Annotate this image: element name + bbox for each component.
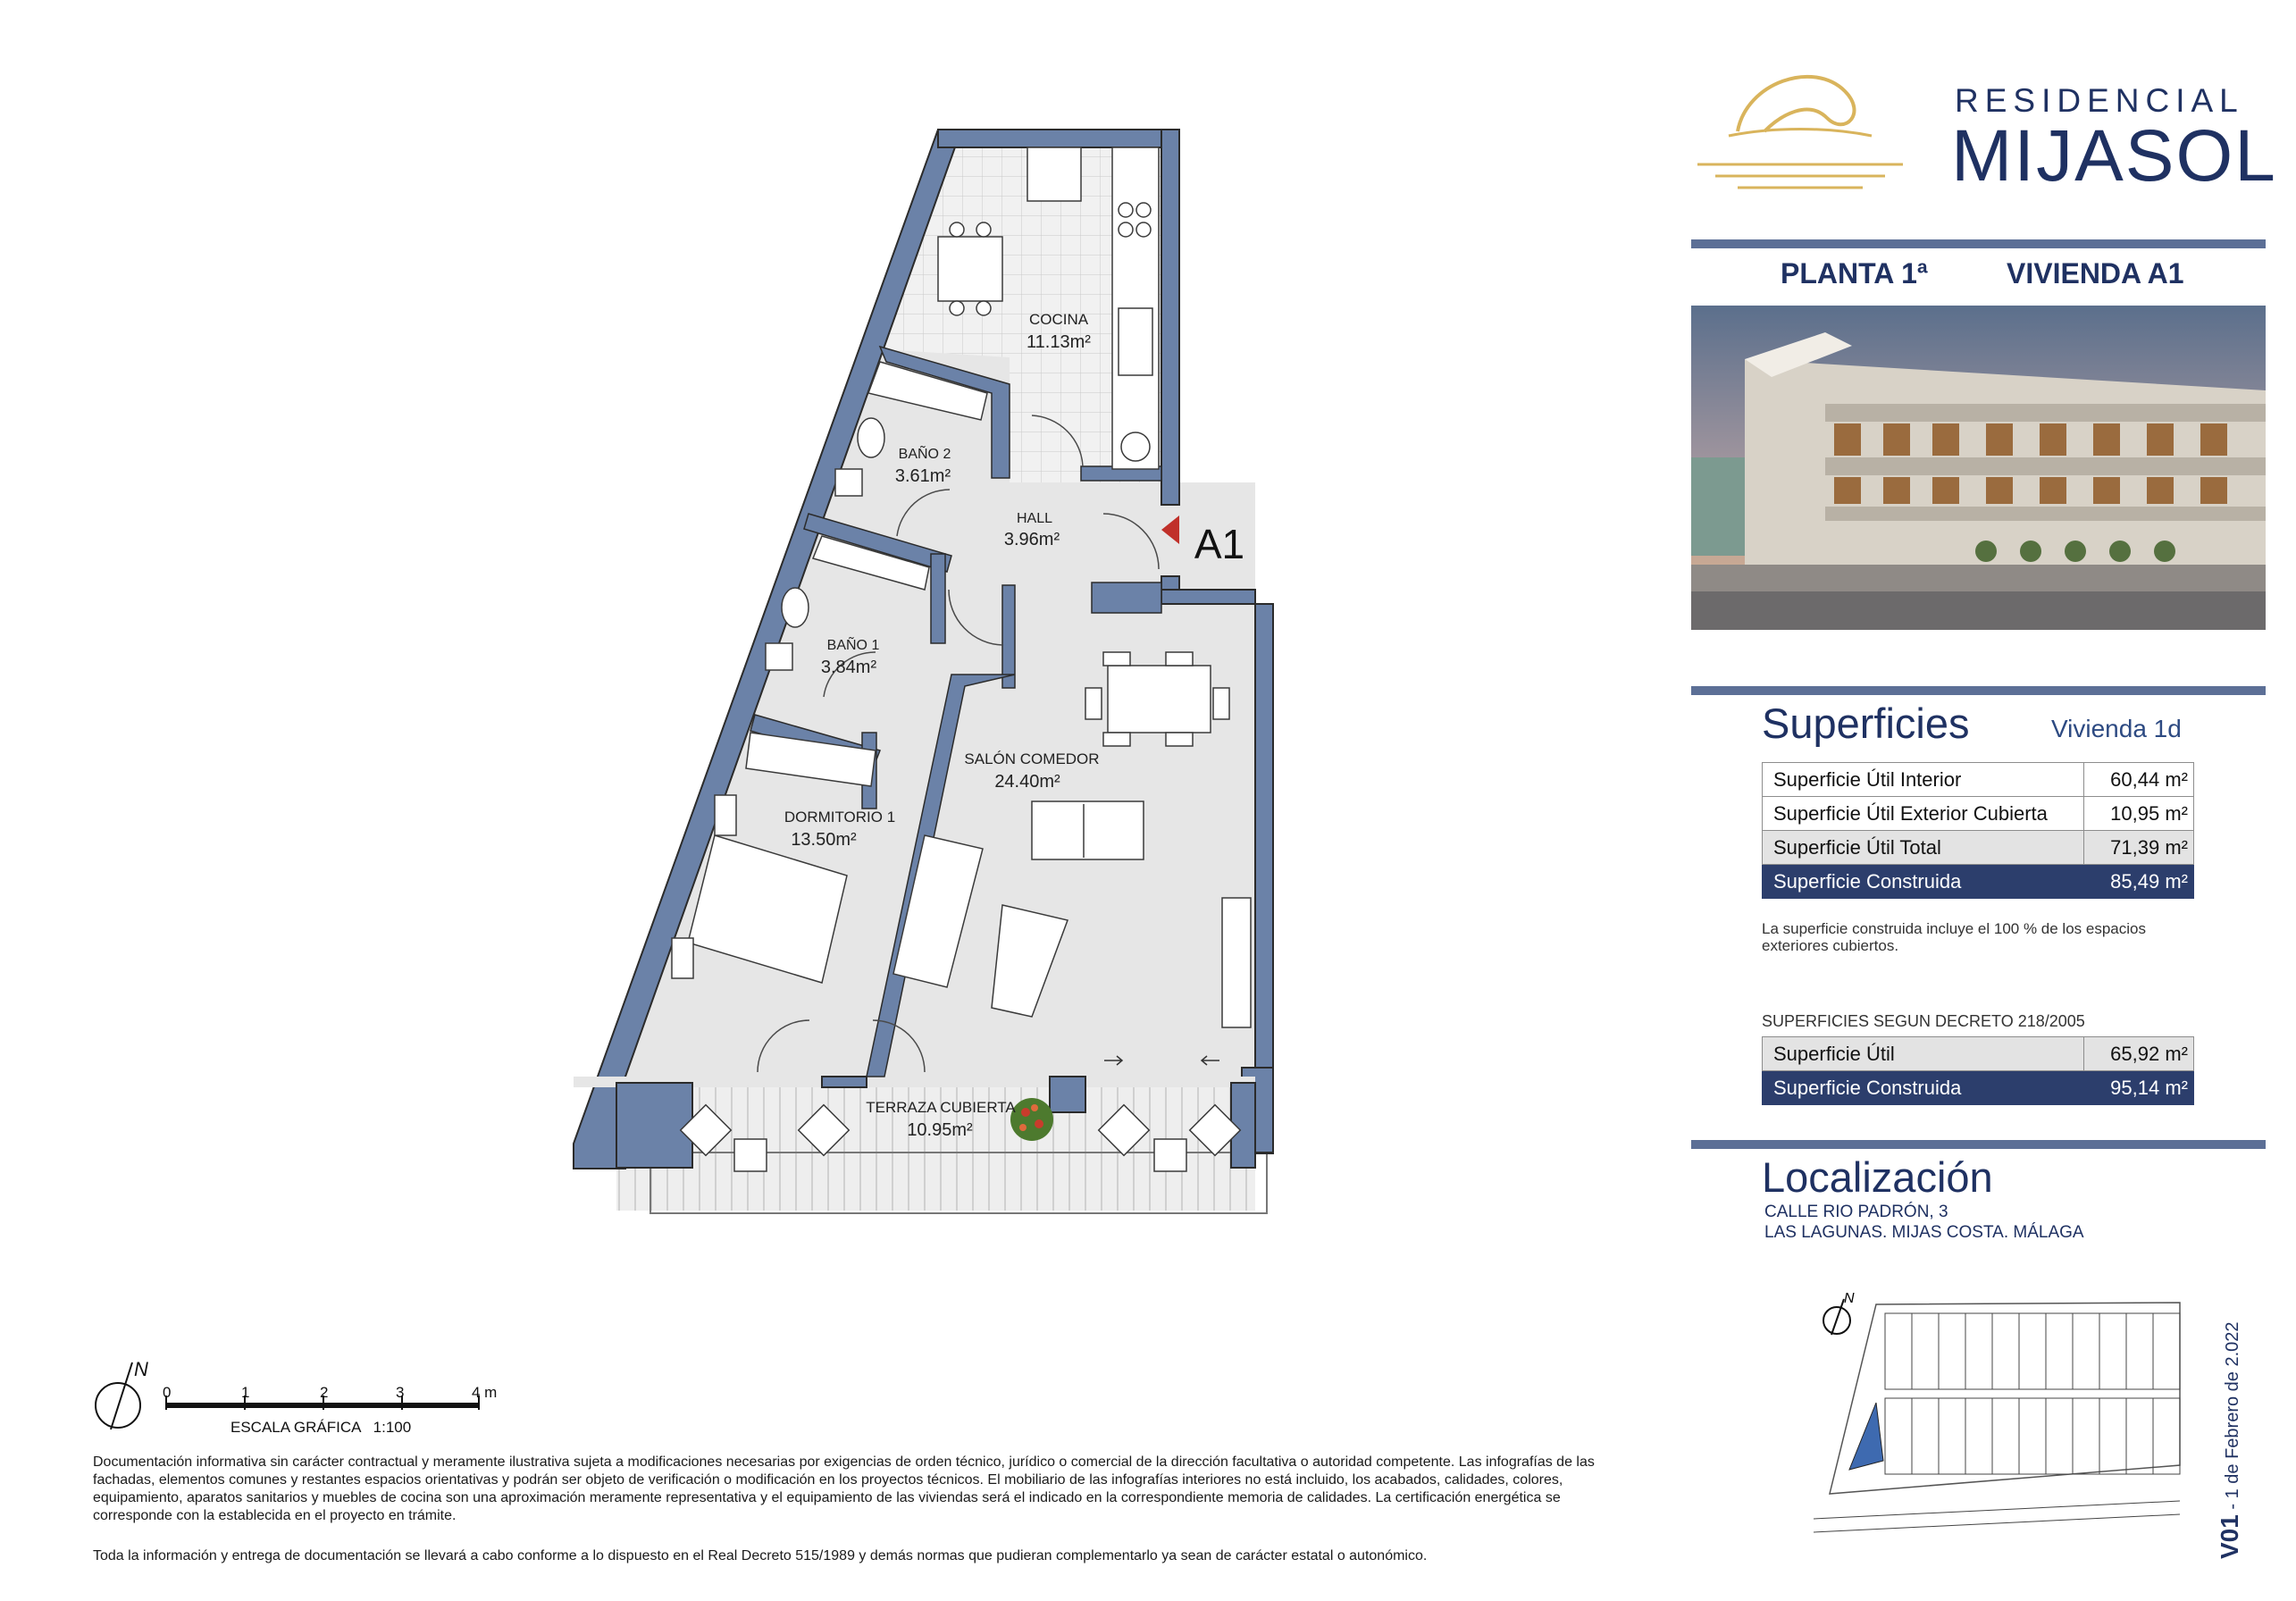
floor-title: PLANTA 1ª	[1781, 257, 1928, 289]
brand-line2: MIJASOL	[1951, 115, 2277, 197]
row-value: 65,92 m²	[2084, 1037, 2194, 1071]
room-area-hall: 3.96m²	[1003, 530, 1060, 549]
superficies-subtitle: Vivienda 1d	[2051, 715, 2182, 742]
address-line1: CALLE RIO PADRÓN, 3	[1764, 1203, 1948, 1221]
scale-tick-1: 1	[241, 1384, 250, 1401]
row-label: Superficie Construida	[1763, 865, 2084, 899]
brand-logo-icon	[1693, 64, 1907, 198]
room-name-salon: SALÓN COMEDOR	[964, 750, 1100, 767]
table-row	[1763, 763, 2194, 797]
row-value: 10,95 m²	[2084, 797, 2194, 831]
row-label: Superficie Construida	[1763, 1071, 2084, 1105]
scale-tick-0: 0	[163, 1384, 172, 1401]
row-label: Superficie Útil Total	[1763, 831, 2084, 865]
version-date: - 1 de Febrero de 2.022	[2223, 1321, 2242, 1510]
room-area-dormitorio: 13.50m²	[791, 830, 857, 850]
divider-superficies	[1691, 686, 2266, 695]
superficies-title: Superficies	[1762, 700, 1970, 747]
room-area-bano1: 3.84m²	[820, 658, 877, 677]
row-value: 60,44 m²	[2084, 763, 2194, 797]
room-name-terraza: TERRAZA CUBIERTA	[866, 1099, 1016, 1116]
table-row	[1763, 1071, 2194, 1105]
plant-pot-icon	[1010, 1098, 1053, 1141]
room-name-cocina: COCINA	[1028, 311, 1089, 328]
table-row	[1763, 865, 2194, 899]
decreto-title: SUPERFICIES SEGUN DECRETO 218/2005	[1762, 1012, 2085, 1030]
legal-text: Toda la información y entrega de documentación se llevará a cabo conforme a lo dispuesto en el Real Decreto 515/1989 y demás normas que pudieran complementarlo ya sean de carácter estatal o autonómico.	[93, 1548, 1428, 1563]
disclaimer-text: Documentación informativa sin carácter contractual y meramente ilustrativa sujeta a modificaciones necesarias por exigencias de orden técnico, jurídico o comercial de la dirección facultativa o autoridad competente. Las infografías de las fachadas, elementos comunes y restantes espacios orientativas y podrán ser objeto de verificación o modificación en los proyectos técnicos. El mobiliario de las infografías interiores no está incluido, los acabados, calidades, colores, equipamiento, aparatos sanitarios y muebles de cocina son una aproximación meramente representativa y el equipamiento de las viviendas será el indicado en la correspondiente memoria de calidades. La certificación energética se corresponde con la establecida en el proyecto en trámite.	[93, 1454, 1595, 1523]
scale-tick-2: 2	[320, 1384, 329, 1401]
version-stamp	[2216, 1321, 2244, 1559]
building-render-image	[1691, 306, 2266, 630]
decreto-table	[1762, 1036, 2194, 1105]
table-row	[1763, 797, 2194, 831]
superficies-table	[1762, 762, 2194, 899]
scale-tick-4: 4 m	[472, 1384, 498, 1401]
row-value: 95,14 m²	[2084, 1071, 2194, 1105]
row-value: 85,49 m²	[2084, 865, 2194, 899]
room-name-dormitorio: DORMITORIO 1	[783, 809, 896, 826]
row-label: Superficie Útil Interior	[1763, 763, 2084, 797]
room-name-bano1: BAÑO 1	[826, 638, 880, 653]
map-north-label: N	[1844, 1291, 1855, 1306]
address-line2: LAS LAGUNAS. MIJAS COSTA. MÁLAGA	[1764, 1223, 2084, 1242]
table-row	[1763, 1037, 2194, 1071]
row-label: Superficie Útil Exterior Cubierta	[1763, 797, 2084, 831]
table-row	[1763, 831, 2194, 865]
row-label: Superficie Útil	[1763, 1037, 2084, 1071]
scale-caption: ESCALA GRÁFICA 1:100	[230, 1419, 412, 1436]
room-name-hall: HALL	[1016, 511, 1053, 526]
room-area-terraza: 10.95m²	[907, 1120, 973, 1140]
scale-tick-3: 3	[396, 1384, 405, 1401]
superficies-note: La superficie construida incluye el 100 % de los espacios exteriores cubiertos.	[1762, 920, 2146, 954]
row-value: 71,39 m²	[2084, 831, 2194, 865]
room-area-salon: 24.40m²	[994, 772, 1060, 792]
brand-line1: RESIDENCIAL	[1955, 82, 2244, 119]
room-name-bano2: BAÑO 2	[898, 447, 951, 462]
localizacion-title: Localización	[1762, 1153, 1993, 1201]
divider-top	[1691, 239, 2266, 248]
room-area-bano2: 3.61m²	[894, 466, 951, 486]
site-map	[1814, 1287, 2207, 1546]
divider-localizacion	[1691, 1140, 2266, 1149]
unit-marker-label: A1	[1194, 521, 1245, 567]
scale-bar	[96, 1358, 497, 1436]
version-code: V01	[2216, 1514, 2243, 1559]
unit-title: VIVIENDA A1	[2007, 257, 2184, 289]
room-area-cocina: 11.13m²	[1026, 332, 1091, 352]
north-label: N	[134, 1358, 148, 1380]
